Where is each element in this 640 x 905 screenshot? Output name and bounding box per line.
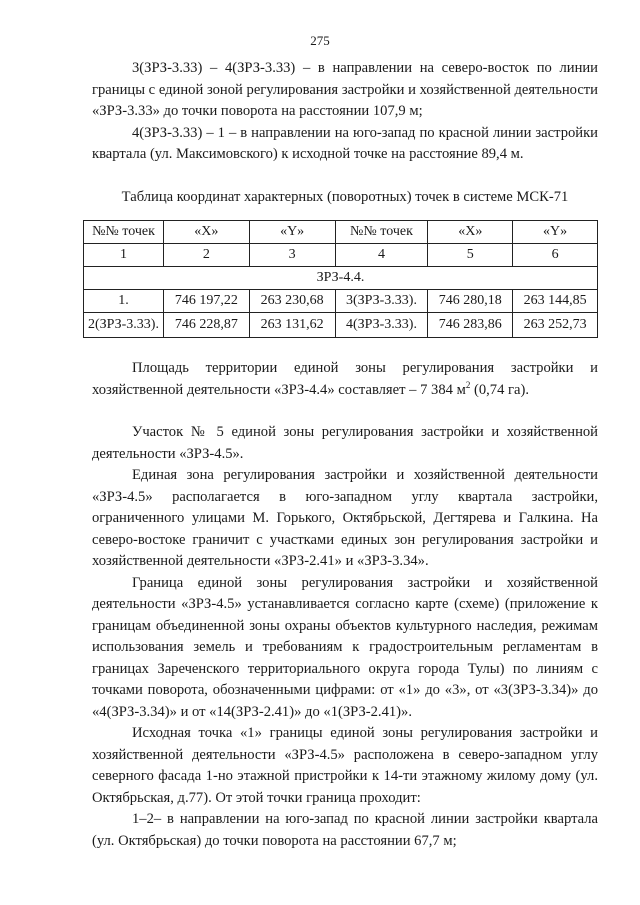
paragraph-boundary-3-4: 3(ЗРЗ-3.33) – 4(ЗРЗ-3.33) – в направлении на северо-восток по линии границы с единой зоной регулирования застройки и хозяйственной деятельности «ЗРЗ-3.33» до точки поворота на расстоянии 107,9 м; xyxy=(92,60,598,119)
table-row xyxy=(84,313,598,338)
page-number: 275 xyxy=(310,33,330,48)
table-cell: 4(ЗРЗ-3.33). xyxy=(335,313,428,338)
table-column-number: 5 xyxy=(428,244,513,267)
paragraph-boundary-4-1: 4(ЗРЗ-3.33) – 1 – в направлении на юго-запад по красной линии застройки квартала (ул. Максимовского) к исходной точке на расстояние 89,4 м. xyxy=(92,124,598,162)
table-cell: 263 131,62 xyxy=(249,313,335,338)
table-cell: 263 230,68 xyxy=(249,290,335,313)
area-unit-superscript: 2 xyxy=(465,379,471,390)
table-cell: 263 144,85 xyxy=(513,290,598,313)
paragraph-section-title: Участок № 5 единой зоны регулирования застройки и хозяйственной деятельности «ЗРЗ-4.5». xyxy=(92,424,598,462)
area-text-end: (0,74 га). xyxy=(470,381,529,398)
table-header-cell: №№ точек xyxy=(84,221,164,244)
table-header-cell: «X» xyxy=(428,221,513,244)
table-header-cell: «Y» xyxy=(513,221,598,244)
table-cell: 746 280,18 xyxy=(428,290,513,313)
table-column-number: 1 xyxy=(84,244,164,267)
table-section-label: ЗРЗ-4.4. xyxy=(84,267,598,290)
table-header-cell: «Y» xyxy=(249,221,335,244)
table-cell: 3(ЗРЗ-3.33). xyxy=(335,290,428,313)
page-content xyxy=(88,58,598,852)
table-row xyxy=(84,290,598,313)
table-column-numbers-row xyxy=(84,244,598,267)
table-cell: 746 283,86 xyxy=(428,313,513,338)
table-column-number: 2 xyxy=(163,244,249,267)
coordinates-table xyxy=(83,220,598,338)
paragraph-boundary-1-2: 1–2– в направлении на юго-запад по красной линии застройки квартала (ул. Октябрьская) до точки поворота на расстоянии 67,7 м; xyxy=(92,811,598,849)
table-cell: 2(ЗРЗ-3.33). xyxy=(84,313,164,338)
table-cell: 263 252,73 xyxy=(513,313,598,338)
table-column-number: 3 xyxy=(249,244,335,267)
table-cell: 746 197,22 xyxy=(163,290,249,313)
table-cell: 746 228,87 xyxy=(163,313,249,338)
table-section-row xyxy=(84,267,598,290)
paragraph-origin-point: Исходная точка «1» границы единой зоны регулирования застройки и хозяйственной деятельности «ЗРЗ-4.5» расположена в северо-западном углу северного фасада 1-но этажной пристройки к 14-ти этажному жилому дому (ул. Октябрьская, д.77). От этой точки граница проходит: xyxy=(92,725,598,806)
table-column-number: 6 xyxy=(513,244,598,267)
table-header-cell: №№ точек xyxy=(335,221,428,244)
table-header-row xyxy=(84,221,598,244)
table-caption: Таблица координат характерных (поворотных) точек в системе МСК-71 xyxy=(121,188,569,205)
paragraph-boundary: Граница единой зоны регулирования застройки и хозяйственной деятельности «ЗРЗ-4.5» устанавливается согласно карте (схеме) (приложение к границам объединенной зоны охраны объектов культурного наследия, режимам использования земель и требованиям к градостроительным регламентам в границах Зареченского территориального округа города Тулы) по линиям с точками поворота, обозначенными цифрами: от «1» до «3», от «3(ЗРЗ-3.34)» до «4(ЗРЗ-3.34)» и от «14(ЗРЗ-2.41)» до «1(ЗРЗ-2.41)». xyxy=(92,574,598,720)
paragraph-location: Единая зона регулирования застройки и хозяйственной деятельности «ЗРЗ-4.5» располагается в юго-западном углу квартала застройки, ограниченного улицами М. Горького, Октябрьской, Дегтярева и Галкина. На северо-востоке граничит с участками единых зон регулирования застройки и хозяйственной деятельности «ЗРЗ-2.41» и «ЗРЗ-3.34». xyxy=(92,467,598,569)
table-cell: 1. xyxy=(84,290,164,313)
area-text: Площадь территории единой зоны регулирования застройки и хозяйственной деятельности «ЗРЗ-4.4» составляет – 7 384 м xyxy=(92,360,598,398)
table-column-number: 4 xyxy=(335,244,428,267)
table-header-cell: «X» xyxy=(163,221,249,244)
paragraph-area xyxy=(92,358,598,401)
